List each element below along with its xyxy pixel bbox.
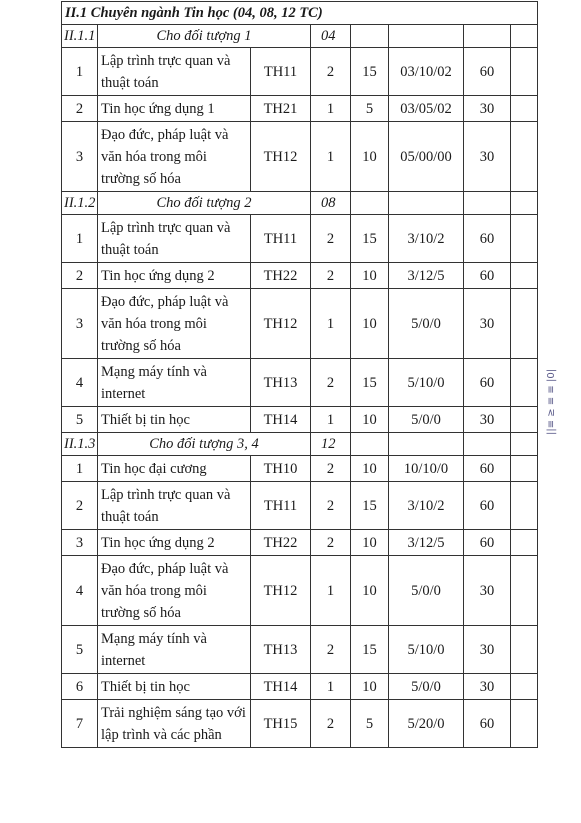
course-name-line: Tin học ứng dụng 2 — [101, 534, 215, 551]
empty-cell — [389, 25, 464, 48]
empty-cell — [464, 25, 511, 48]
course-weeks: 15 — [351, 482, 389, 530]
empty-cell — [511, 289, 538, 359]
empty-cell — [464, 192, 511, 215]
course-credits: 1 — [311, 122, 351, 192]
row-number: 4 — [62, 556, 98, 626]
course-name — [98, 407, 251, 433]
course-name — [98, 289, 251, 359]
course-code: TH12 — [251, 289, 311, 359]
curriculum-table — [61, 1, 538, 748]
course-credits: 2 — [311, 626, 351, 674]
subsection-code: II.1.2 — [62, 192, 98, 215]
course-name-line: Mạng máy tính và — [101, 363, 207, 380]
course-code: TH22 — [251, 530, 311, 556]
course-weeks: 10 — [351, 263, 389, 289]
row-number: 4 — [62, 359, 98, 407]
course-row — [62, 289, 538, 359]
course-weeks: 5 — [351, 96, 389, 122]
course-name-line: Lập trình trực quan và — [101, 486, 231, 503]
course-name-line: Đạo đức, pháp luật và — [101, 293, 229, 310]
course-hours: 60 — [464, 215, 511, 263]
course-row — [62, 626, 538, 674]
course-distribution: 03/10/02 — [389, 48, 464, 96]
empty-cell — [464, 433, 511, 456]
empty-cell — [511, 25, 538, 48]
course-name — [98, 700, 251, 748]
course-weeks: 15 — [351, 626, 389, 674]
course-name — [98, 96, 251, 122]
course-code: TH14 — [251, 407, 311, 433]
course-code: TH21 — [251, 96, 311, 122]
row-number: 5 — [62, 626, 98, 674]
course-credits: 1 — [311, 674, 351, 700]
empty-cell — [511, 215, 538, 263]
row-number: 6 — [62, 674, 98, 700]
course-name-line: Lập trình trực quan và — [101, 52, 231, 69]
course-name-line: thuật toán — [101, 508, 159, 525]
subsection-credits: 08 — [311, 192, 351, 215]
course-credits: 2 — [311, 215, 351, 263]
empty-cell — [511, 96, 538, 122]
course-row — [62, 530, 538, 556]
course-credits: 2 — [311, 482, 351, 530]
course-name-line: Mạng máy tính và — [101, 630, 207, 647]
empty-cell — [511, 359, 538, 407]
course-name-line: văn hóa trong môi — [101, 582, 207, 599]
course-hours: 60 — [464, 456, 511, 482]
subsection-row — [62, 25, 538, 48]
course-name-line: internet — [101, 652, 146, 669]
course-weeks: 15 — [351, 215, 389, 263]
course-distribution: 5/0/0 — [389, 289, 464, 359]
subsection-credits: 04 — [311, 25, 351, 48]
course-credits: 2 — [311, 456, 351, 482]
course-weeks: 5 — [351, 700, 389, 748]
course-code: TH15 — [251, 700, 311, 748]
course-weeks: 10 — [351, 456, 389, 482]
subsection-row — [62, 433, 538, 456]
course-hours: 60 — [464, 530, 511, 556]
course-name — [98, 48, 251, 96]
course-name-line: Thiết bị tin học — [101, 411, 190, 428]
empty-cell — [511, 456, 538, 482]
course-hours: 60 — [464, 482, 511, 530]
course-code: TH11 — [251, 215, 311, 263]
section-heading: II.1 Chuyên ngành Tin học (04, 08, 12 TC) — [62, 2, 538, 25]
course-hours: 60 — [464, 48, 511, 96]
course-credits: 2 — [311, 530, 351, 556]
empty-cell — [351, 192, 389, 215]
course-hours: 30 — [464, 556, 511, 626]
row-number: 1 — [62, 48, 98, 96]
course-distribution: 5/0/0 — [389, 407, 464, 433]
empty-cell — [389, 192, 464, 215]
course-row — [62, 122, 538, 192]
course-distribution: 5/0/0 — [389, 674, 464, 700]
course-name — [98, 122, 251, 192]
course-weeks: 10 — [351, 289, 389, 359]
course-weeks: 10 — [351, 122, 389, 192]
course-name-line: Tin học đại cương — [101, 460, 207, 477]
course-name — [98, 530, 251, 556]
empty-cell — [511, 48, 538, 96]
course-hours: 30 — [464, 626, 511, 674]
subsection-row — [62, 192, 538, 215]
subsection-credits: 12 — [311, 433, 351, 456]
course-name-line: văn hóa trong môi — [101, 148, 207, 165]
empty-cell — [511, 122, 538, 192]
course-distribution: 3/10/2 — [389, 215, 464, 263]
course-distribution: 3/12/5 — [389, 263, 464, 289]
course-weeks: 10 — [351, 407, 389, 433]
subsection-title: Cho đối tượng 1 — [98, 25, 311, 48]
empty-cell — [511, 674, 538, 700]
course-name-line: trường số hóa — [101, 604, 181, 621]
subsection-code: II.1.1 — [62, 25, 98, 48]
empty-cell — [511, 556, 538, 626]
course-name-line: văn hóa trong môi — [101, 315, 207, 332]
course-name — [98, 215, 251, 263]
course-code: TH11 — [251, 48, 311, 96]
course-row — [62, 407, 538, 433]
course-name-line: Lập trình trực quan và — [101, 219, 231, 236]
course-weeks: 10 — [351, 674, 389, 700]
row-number: 1 — [62, 215, 98, 263]
empty-cell — [511, 192, 538, 215]
empty-cell — [511, 700, 538, 748]
course-weeks: 15 — [351, 359, 389, 407]
course-hours: 30 — [464, 96, 511, 122]
section-heading-row — [62, 2, 538, 25]
stamp-text: ||≡ ≥ ≡ ≡ |0| — [546, 368, 557, 435]
row-number: 3 — [62, 122, 98, 192]
course-name-line: lập trình và các phần — [101, 726, 222, 743]
course-name — [98, 626, 251, 674]
course-row — [62, 700, 538, 748]
empty-cell — [389, 433, 464, 456]
row-number: 2 — [62, 96, 98, 122]
course-hours: 30 — [464, 674, 511, 700]
course-row — [62, 96, 538, 122]
row-number: 3 — [62, 530, 98, 556]
course-code: TH12 — [251, 122, 311, 192]
course-credits: 2 — [311, 700, 351, 748]
empty-cell — [511, 626, 538, 674]
course-name-line: trường số hóa — [101, 337, 181, 354]
library-stamp — [544, 325, 562, 440]
course-distribution: 3/10/2 — [389, 482, 464, 530]
course-code: TH10 — [251, 456, 311, 482]
course-hours: 60 — [464, 263, 511, 289]
course-credits: 2 — [311, 263, 351, 289]
course-hours: 30 — [464, 289, 511, 359]
course-row — [62, 48, 538, 96]
course-row — [62, 674, 538, 700]
course-distribution: 5/10/0 — [389, 626, 464, 674]
course-distribution: 03/05/02 — [389, 96, 464, 122]
course-code: TH22 — [251, 263, 311, 289]
course-name — [98, 456, 251, 482]
course-name-line: thuật toán — [101, 241, 159, 258]
subsection-title: Cho đối tượng 3, 4 — [98, 433, 311, 456]
row-number: 7 — [62, 700, 98, 748]
course-hours: 30 — [464, 122, 511, 192]
course-name — [98, 674, 251, 700]
course-credits: 1 — [311, 289, 351, 359]
course-name — [98, 359, 251, 407]
empty-cell — [511, 263, 538, 289]
course-name-line: Thiết bị tin học — [101, 678, 190, 695]
subsection-title: Cho đối tượng 2 — [98, 192, 311, 215]
course-name-line: Tin học ứng dụng 2 — [101, 267, 215, 284]
empty-cell — [511, 530, 538, 556]
course-row — [62, 482, 538, 530]
row-number: 2 — [62, 482, 98, 530]
course-distribution: 5/10/0 — [389, 359, 464, 407]
course-weeks: 10 — [351, 530, 389, 556]
empty-cell — [511, 482, 538, 530]
course-distribution: 3/12/5 — [389, 530, 464, 556]
course-name-line: internet — [101, 385, 146, 402]
course-name-line: Trải nghiệm sáng tạo với — [101, 704, 246, 721]
course-row — [62, 556, 538, 626]
course-hours: 60 — [464, 700, 511, 748]
course-distribution: 10/10/0 — [389, 456, 464, 482]
course-name-line: trường số hóa — [101, 170, 181, 187]
course-credits: 2 — [311, 359, 351, 407]
row-number: 2 — [62, 263, 98, 289]
empty-cell — [511, 433, 538, 456]
course-credits: 1 — [311, 407, 351, 433]
course-code: TH12 — [251, 556, 311, 626]
empty-cell — [351, 25, 389, 48]
course-name-line: Tin học ứng dụng 1 — [101, 100, 215, 117]
course-name — [98, 556, 251, 626]
course-hours: 30 — [464, 407, 511, 433]
course-hours: 60 — [464, 359, 511, 407]
course-row — [62, 215, 538, 263]
course-name-line: Đạo đức, pháp luật và — [101, 560, 229, 577]
course-name-line: thuật toán — [101, 74, 159, 91]
course-code: TH14 — [251, 674, 311, 700]
row-number: 5 — [62, 407, 98, 433]
course-weeks: 10 — [351, 556, 389, 626]
empty-cell — [351, 433, 389, 456]
empty-cell — [511, 407, 538, 433]
course-distribution: 5/20/0 — [389, 700, 464, 748]
course-credits: 1 — [311, 556, 351, 626]
course-row — [62, 456, 538, 482]
course-credits: 1 — [311, 96, 351, 122]
course-code: TH13 — [251, 626, 311, 674]
course-weeks: 15 — [351, 48, 389, 96]
course-name — [98, 263, 251, 289]
course-name-line: Đạo đức, pháp luật và — [101, 126, 229, 143]
course-row — [62, 359, 538, 407]
subsection-code: II.1.3 — [62, 433, 98, 456]
course-credits: 2 — [311, 48, 351, 96]
course-distribution: 5/0/0 — [389, 556, 464, 626]
course-distribution: 05/00/00 — [389, 122, 464, 192]
course-row — [62, 263, 538, 289]
row-number: 3 — [62, 289, 98, 359]
course-code: TH11 — [251, 482, 311, 530]
row-number: 1 — [62, 456, 98, 482]
course-name — [98, 482, 251, 530]
course-code: TH13 — [251, 359, 311, 407]
